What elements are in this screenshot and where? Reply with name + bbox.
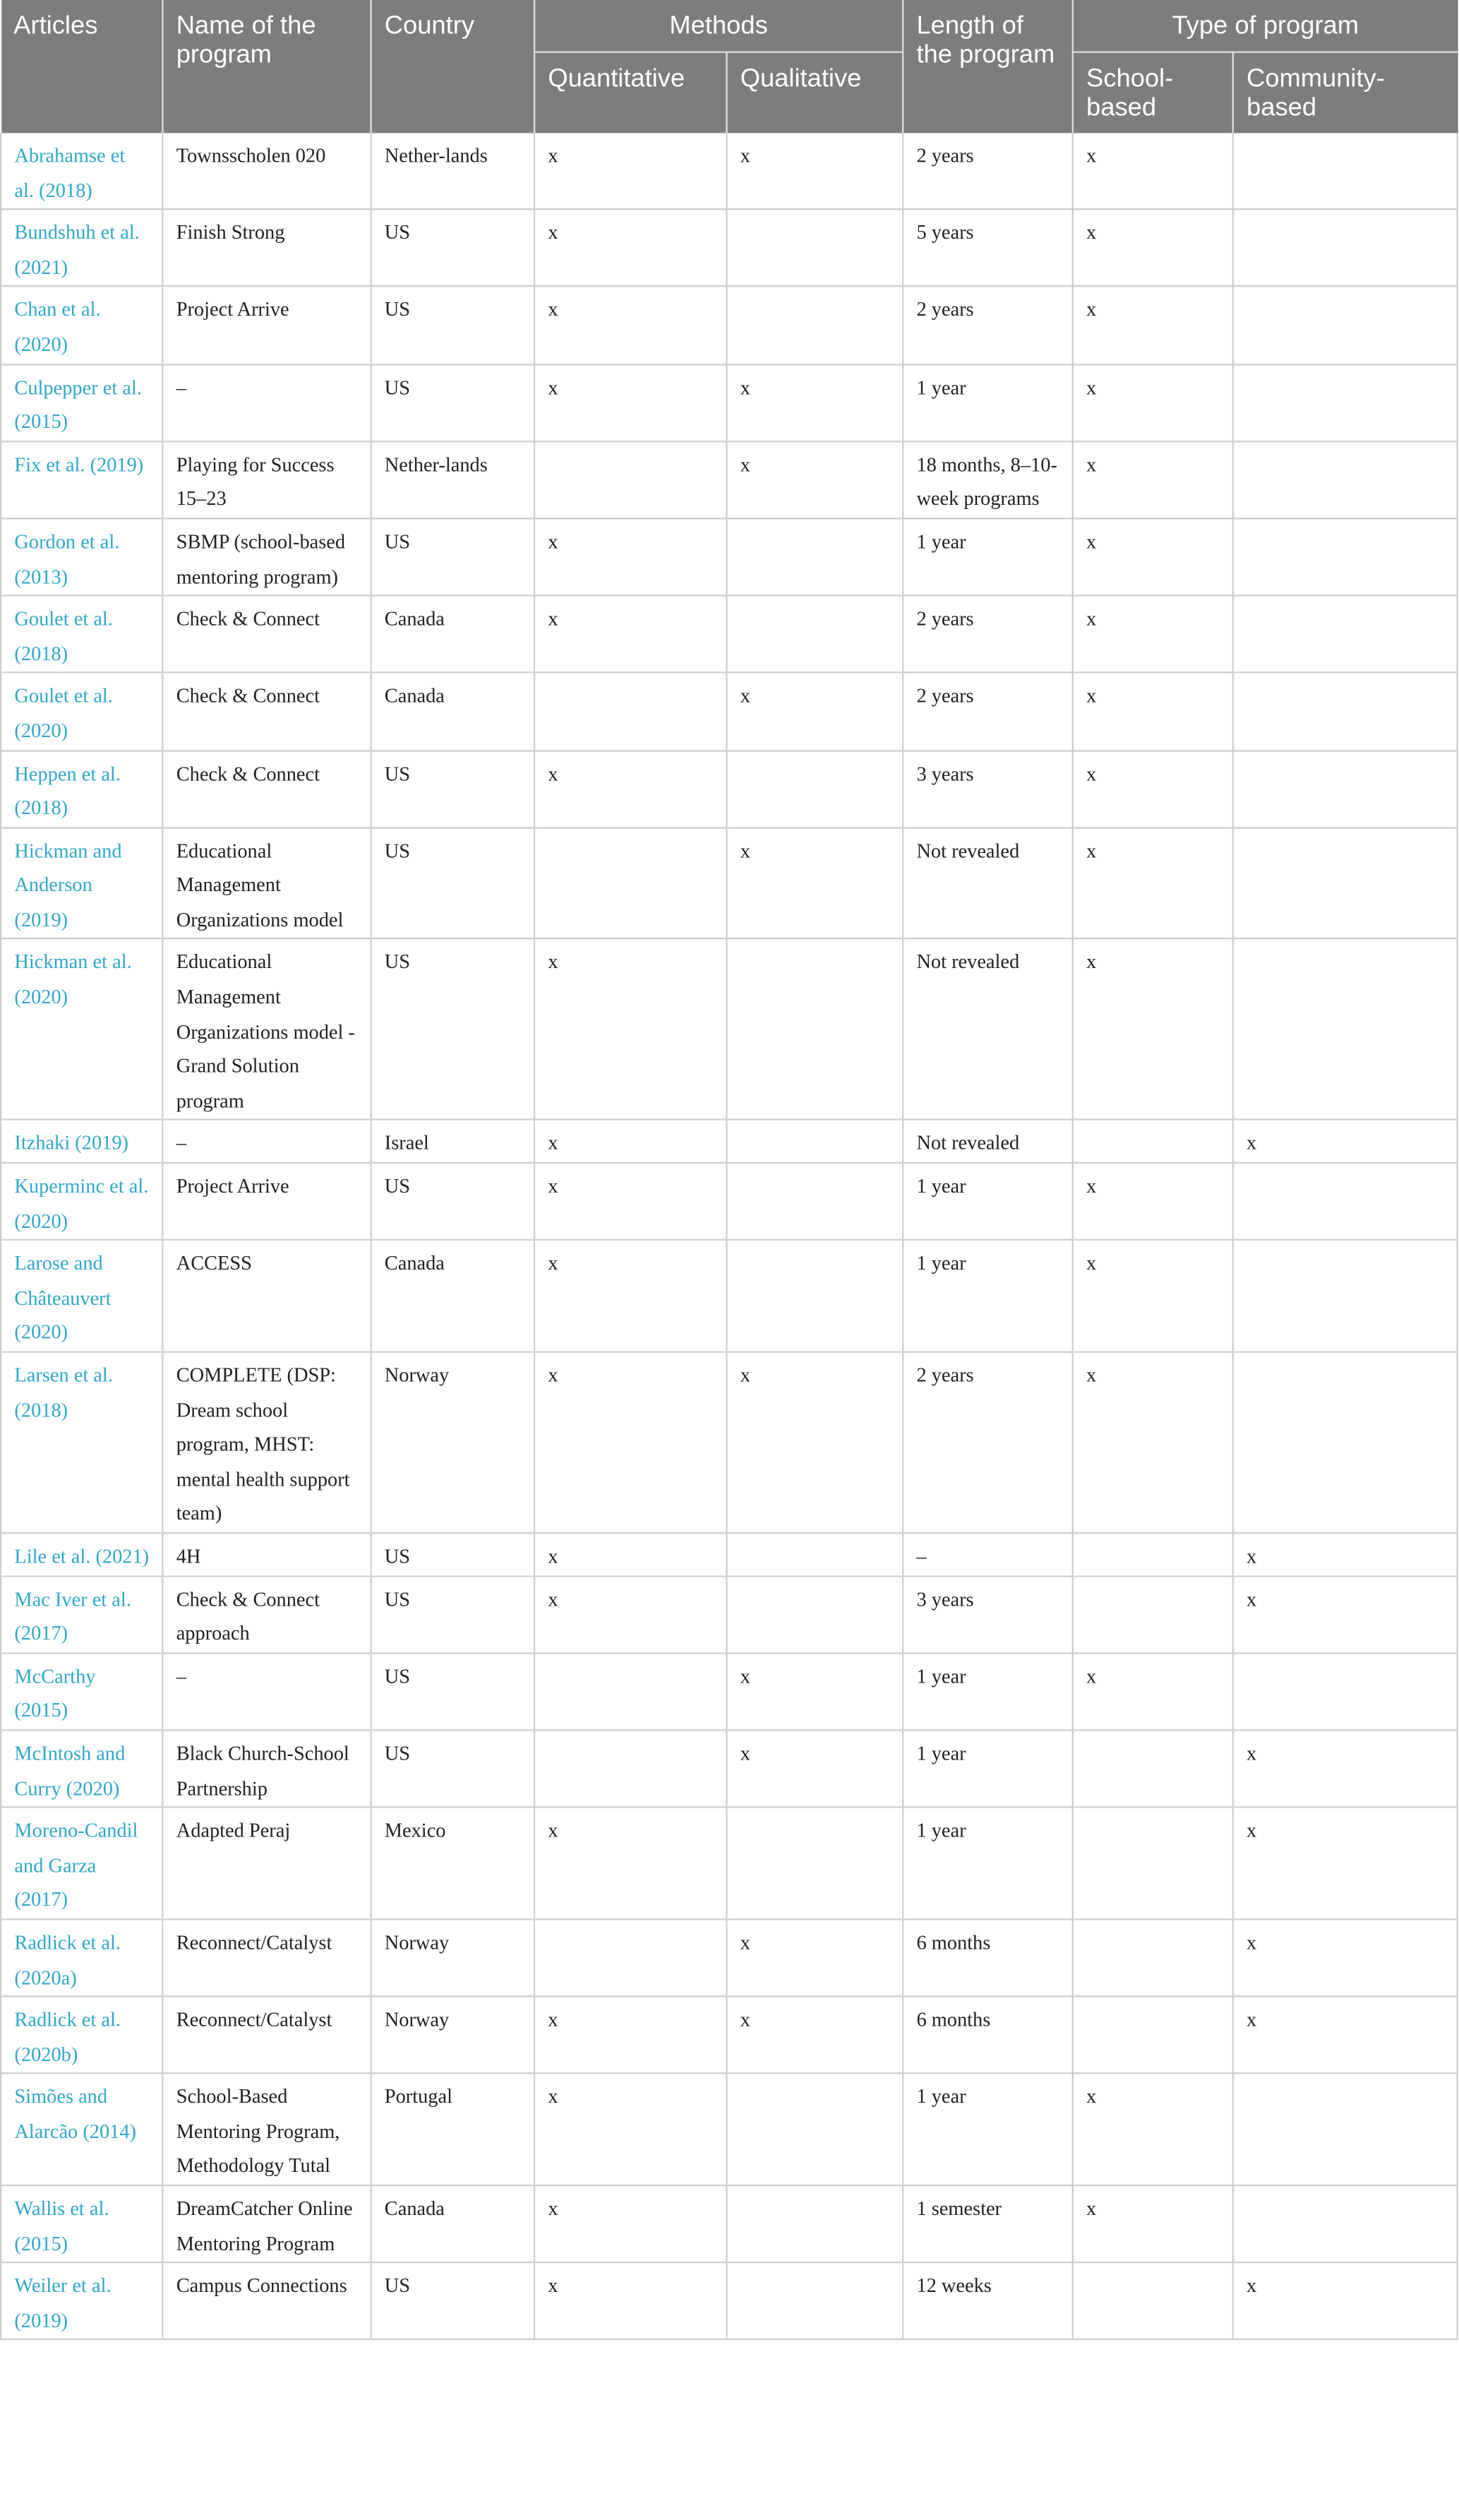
cell-school-based	[1073, 1730, 1233, 1807]
cell-program-name: –	[162, 364, 371, 441]
cell-quantitative: x	[534, 1533, 726, 1575]
cell-community-based	[1233, 441, 1458, 518]
cell-country: US	[371, 518, 535, 595]
cell-program-name: Campus Connections	[162, 2263, 371, 2340]
table-row	[1, 673, 1457, 750]
cell-length: 6 months	[903, 1996, 1073, 2073]
header-quantitative: Quantitative	[534, 52, 726, 133]
header-length: Length of the program	[903, 0, 1073, 133]
cell-school-based	[1073, 1808, 1233, 1919]
cell-program-name: Project Arrive	[162, 1163, 371, 1240]
cell-length: 1 semester	[903, 2185, 1073, 2262]
cell-quantitative: x	[534, 1240, 726, 1351]
cell-quantitative: x	[534, 596, 726, 673]
cell-length: –	[903, 1533, 1073, 1575]
cell-quantitative: x	[534, 1163, 726, 1240]
cell-article[interactable]: Wallis et al. (2015)	[1, 2185, 162, 2262]
cell-school-based: x	[1073, 596, 1233, 673]
cell-school-based: x	[1073, 1653, 1233, 1730]
header-qualitative: Qualitative	[726, 52, 903, 133]
cell-country: US	[371, 2263, 535, 2340]
cell-program-name: School-Based Mentoring Program, Methodology Tutal	[162, 2074, 371, 2185]
cell-length: Not revealed	[903, 1121, 1073, 1163]
cell-program-name: –	[162, 1121, 371, 1163]
cell-qualitative	[726, 1808, 903, 1919]
table-row	[1, 596, 1457, 673]
cell-country: US	[371, 939, 535, 1120]
cell-quantitative: x	[534, 1576, 726, 1653]
cell-community-based	[1233, 518, 1458, 595]
cell-school-based: x	[1073, 1240, 1233, 1351]
cell-qualitative	[726, 210, 903, 287]
cell-article[interactable]: Abrahamse et al. (2018)	[1, 133, 162, 209]
cell-length: 2 years	[903, 287, 1073, 364]
cell-quantitative: x	[534, 518, 726, 595]
cell-school-based: x	[1073, 2074, 1233, 2185]
cell-school-based	[1073, 1996, 1233, 2073]
cell-qualitative: x	[726, 828, 903, 939]
cell-length: 1 year	[903, 364, 1073, 441]
cell-quantitative	[534, 1653, 726, 1730]
cell-country: US	[371, 287, 535, 364]
cell-country: US	[371, 1730, 535, 1807]
cell-qualitative: x	[726, 1653, 903, 1730]
cell-length: 1 year	[903, 2074, 1073, 2185]
table-row	[1, 518, 1457, 595]
cell-article[interactable]: Lile et al. (2021)	[1, 1533, 162, 1575]
cell-country: US	[371, 1576, 535, 1653]
cell-article[interactable]: McIntosh and Curry (2020)	[1, 1730, 162, 1807]
cell-country: US	[371, 210, 535, 287]
cell-article[interactable]: Radlick et al. (2020a)	[1, 1919, 162, 1996]
cell-community-based	[1233, 133, 1458, 209]
cell-article[interactable]: Radlick et al. (2020b)	[1, 1996, 162, 2073]
cell-country: Israel	[371, 1121, 535, 1163]
cell-program-name: COMPLETE (DSP: Dream school program, MHST: mental health support team)	[162, 1352, 371, 1533]
cell-article[interactable]: Weiler et al. (2019)	[1, 2263, 162, 2340]
cell-qualitative: x	[726, 133, 903, 209]
cell-country: Norway	[371, 1352, 535, 1533]
cell-length: 3 years	[903, 750, 1073, 827]
cell-article[interactable]: McCarthy (2015)	[1, 1653, 162, 1730]
cell-length: 12 weeks	[903, 2263, 1073, 2340]
cell-quantitative: x	[534, 2185, 726, 2262]
cell-country: Portugal	[371, 2074, 535, 2185]
cell-length: 2 years	[903, 133, 1073, 209]
cell-country: US	[371, 828, 535, 939]
cell-length: 18 months, 8–10-week programs	[903, 441, 1073, 518]
cell-community-based: x	[1233, 2263, 1458, 2340]
header-school-based: School-based	[1073, 52, 1233, 133]
cell-program-name: Black Church-School Partnership	[162, 1730, 371, 1807]
cell-program-name: Check & Connect	[162, 673, 371, 750]
cell-community-based	[1233, 2185, 1458, 2262]
cell-program-name: Check & Connect approach	[162, 1576, 371, 1653]
cell-article[interactable]: Goulet et al. (2020)	[1, 673, 162, 750]
cell-school-based: x	[1073, 518, 1233, 595]
cell-quantitative: x	[534, 1808, 726, 1919]
cell-community-based	[1233, 287, 1458, 364]
header-community-based: Community-based	[1233, 52, 1458, 133]
table-row	[1, 1808, 1457, 1919]
cell-community-based: x	[1233, 1576, 1458, 1653]
cell-article[interactable]: Chan et al. (2020)	[1, 287, 162, 364]
cell-quantitative: x	[534, 133, 726, 209]
table-row	[1, 1730, 1457, 1807]
cell-length: 1 year	[903, 1653, 1073, 1730]
cell-community-based	[1233, 210, 1458, 287]
cell-community-based	[1233, 596, 1458, 673]
cell-qualitative	[726, 518, 903, 595]
cell-community-based: x	[1233, 1996, 1458, 2073]
cell-school-based	[1073, 1533, 1233, 1575]
table-row	[1, 2185, 1457, 2262]
cell-length: 5 years	[903, 210, 1073, 287]
cell-country: Nether-lands	[371, 441, 535, 518]
cell-quantitative: x	[534, 210, 726, 287]
cell-length: 2 years	[903, 596, 1073, 673]
cell-length: 1 year	[903, 1808, 1073, 1919]
cell-length: 1 year	[903, 1240, 1073, 1351]
cell-program-name: Check & Connect	[162, 750, 371, 827]
cell-qualitative	[726, 1163, 903, 1240]
cell-program-name: DreamCatcher Online Mentoring Program	[162, 2185, 371, 2262]
table-row	[1, 1996, 1457, 2073]
cell-quantitative: x	[534, 2263, 726, 2340]
cell-qualitative: x	[726, 441, 903, 518]
cell-qualitative	[726, 1576, 903, 1653]
cell-school-based	[1073, 1576, 1233, 1653]
cell-community-based	[1233, 1352, 1458, 1533]
table-row	[1, 1121, 1457, 1163]
table-row	[1, 210, 1457, 287]
cell-article[interactable]: Bundshuh et al. (2021)	[1, 210, 162, 287]
cell-quantitative: x	[534, 287, 726, 364]
cell-country: US	[371, 1533, 535, 1575]
cell-school-based: x	[1073, 939, 1233, 1120]
cell-article[interactable]: Simões and Alarcão (2014)	[1, 2074, 162, 2185]
cell-school-based: x	[1073, 673, 1233, 750]
cell-length: 1 year	[903, 518, 1073, 595]
cell-country: US	[371, 364, 535, 441]
cell-program-name: Project Arrive	[162, 287, 371, 364]
cell-qualitative	[726, 2185, 903, 2262]
cell-quantitative: x	[534, 2074, 726, 2185]
cell-article[interactable]: Culpepper et al. (2015)	[1, 364, 162, 441]
cell-community-based	[1233, 939, 1458, 1120]
cell-qualitative: x	[726, 1730, 903, 1807]
header-articles: Articles	[1, 0, 162, 133]
table-header	[1, 0, 1457, 133]
cell-article[interactable]: Gordon et al. (2013)	[1, 518, 162, 595]
cell-length: 3 years	[903, 1576, 1073, 1653]
cell-qualitative	[726, 1240, 903, 1351]
cell-quantitative: x	[534, 1352, 726, 1533]
table-row	[1, 287, 1457, 364]
table-row	[1, 133, 1457, 209]
cell-quantitative: x	[534, 939, 726, 1120]
cell-article[interactable]: Larsen et al. (2018)	[1, 1352, 162, 1533]
cell-country: US	[371, 750, 535, 827]
cell-qualitative: x	[726, 364, 903, 441]
cell-article[interactable]: Mac Iver et al. (2017)	[1, 1576, 162, 1653]
header-type: Type of program	[1073, 0, 1458, 52]
cell-qualitative	[726, 750, 903, 827]
table-row	[1, 2074, 1457, 2185]
cell-country: US	[371, 1163, 535, 1240]
cell-program-name: Reconnect/Catalyst	[162, 1996, 371, 2073]
cell-article[interactable]: Heppen et al. (2018)	[1, 750, 162, 827]
cell-program-name: 4H	[162, 1533, 371, 1575]
cell-community-based: x	[1233, 1808, 1458, 1919]
cell-length: 2 years	[903, 673, 1073, 750]
cell-length: Not revealed	[903, 939, 1073, 1120]
cell-article[interactable]: Kuperminc et al. (2020)	[1, 1163, 162, 1240]
cell-article[interactable]: Fix et al. (2019)	[1, 441, 162, 518]
cell-article[interactable]: Goulet et al. (2018)	[1, 596, 162, 673]
cell-school-based: x	[1073, 750, 1233, 827]
cell-school-based: x	[1073, 287, 1233, 364]
cell-community-based	[1233, 828, 1458, 939]
table-body	[1, 133, 1457, 2340]
cell-community-based	[1233, 2074, 1458, 2185]
cell-country: Canada	[371, 673, 535, 750]
cell-school-based: x	[1073, 210, 1233, 287]
header-methods: Methods	[534, 0, 903, 52]
cell-quantitative: x	[534, 1121, 726, 1163]
cell-quantitative	[534, 673, 726, 750]
table-row	[1, 441, 1457, 518]
table-row	[1, 939, 1457, 1120]
cell-community-based	[1233, 1653, 1458, 1730]
cell-community-based: x	[1233, 1533, 1458, 1575]
cell-program-name: Townsscholen 020	[162, 133, 371, 209]
cell-program-name: Reconnect/Catalyst	[162, 1919, 371, 1996]
table-row	[1, 1163, 1457, 1240]
cell-community-based: x	[1233, 1121, 1458, 1163]
cell-school-based: x	[1073, 441, 1233, 518]
cell-qualitative: x	[726, 673, 903, 750]
cell-program-name: Check & Connect	[162, 596, 371, 673]
cell-country: Norway	[371, 1996, 535, 2073]
header-program-name: Name of the program	[162, 0, 371, 133]
cell-school-based	[1073, 2263, 1233, 2340]
cell-community-based	[1233, 750, 1458, 827]
cell-community-based	[1233, 673, 1458, 750]
table-row	[1, 750, 1457, 827]
cell-country: Canada	[371, 1240, 535, 1351]
cell-quantitative	[534, 1919, 726, 1996]
cell-article[interactable]: Itzhaki (2019)	[1, 1121, 162, 1163]
table-row	[1, 1919, 1457, 1996]
cell-country: US	[371, 1653, 535, 1730]
cell-community-based	[1233, 364, 1458, 441]
cell-community-based: x	[1233, 1919, 1458, 1996]
cell-program-name: –	[162, 1653, 371, 1730]
cell-length: 2 years	[903, 1352, 1073, 1533]
cell-country: Canada	[371, 596, 535, 673]
cell-quantitative	[534, 1730, 726, 1807]
table-row	[1, 828, 1457, 939]
cell-country: Mexico	[371, 1808, 535, 1919]
cell-country: Nether-lands	[371, 133, 535, 209]
cell-school-based: x	[1073, 828, 1233, 939]
cell-qualitative	[726, 1533, 903, 1575]
cell-qualitative	[726, 2263, 903, 2340]
table-row	[1, 1533, 1457, 1575]
cell-length: 1 year	[903, 1730, 1073, 1807]
table-row	[1, 1576, 1457, 1653]
cell-article[interactable]: Moreno-Candil and Garza (2017)	[1, 1808, 162, 1919]
cell-quantitative	[534, 441, 726, 518]
cell-school-based: x	[1073, 133, 1233, 209]
cell-quantitative: x	[534, 364, 726, 441]
cell-qualitative	[726, 2074, 903, 2185]
cell-article[interactable]: Larose and Châteauvert (2020)	[1, 1240, 162, 1351]
cell-qualitative	[726, 939, 903, 1120]
cell-community-based	[1233, 1240, 1458, 1351]
cell-qualitative: x	[726, 1919, 903, 1996]
cell-country: Canada	[371, 2185, 535, 2262]
table-row	[1, 1653, 1457, 1730]
header-country: Country	[371, 0, 535, 133]
table-row	[1, 1240, 1457, 1351]
cell-quantitative: x	[534, 750, 726, 827]
cell-article[interactable]: Hickman and Anderson (2019)	[1, 828, 162, 939]
cell-qualitative	[726, 1121, 903, 1163]
cell-qualitative	[726, 287, 903, 364]
cell-community-based: x	[1233, 1730, 1458, 1807]
cell-school-based: x	[1073, 1352, 1233, 1533]
cell-country: Norway	[371, 1919, 535, 1996]
cell-qualitative	[726, 596, 903, 673]
cell-school-based: x	[1073, 364, 1233, 441]
cell-quantitative: x	[534, 1996, 726, 2073]
cell-quantitative	[534, 828, 726, 939]
cell-school-based	[1073, 1121, 1233, 1163]
table-row	[1, 1352, 1457, 1533]
cell-community-based	[1233, 1163, 1458, 1240]
table-row	[1, 2263, 1457, 2340]
cell-program-name: Educational Management Organizations model	[162, 828, 371, 939]
cell-school-based	[1073, 1919, 1233, 1996]
table-row	[1, 364, 1457, 441]
cell-qualitative: x	[726, 1352, 903, 1533]
cell-article[interactable]: Hickman et al. (2020)	[1, 939, 162, 1120]
cell-qualitative: x	[726, 1996, 903, 2073]
cell-program-name: Adapted Peraj	[162, 1808, 371, 1919]
cell-school-based: x	[1073, 2185, 1233, 2262]
cell-length: Not revealed	[903, 828, 1073, 939]
cell-length: 1 year	[903, 1163, 1073, 1240]
cell-length: 6 months	[903, 1919, 1073, 1996]
cell-program-name: ACCESS	[162, 1240, 371, 1351]
cell-program-name: Playing for Success 15–23	[162, 441, 371, 518]
cell-program-name: Finish Strong	[162, 210, 371, 287]
cell-program-name: Educational Management Organizations model - Grand Solution program	[162, 939, 371, 1120]
cell-program-name: SBMP (school-based mentoring program)	[162, 518, 371, 595]
cell-school-based: x	[1073, 1163, 1233, 1240]
